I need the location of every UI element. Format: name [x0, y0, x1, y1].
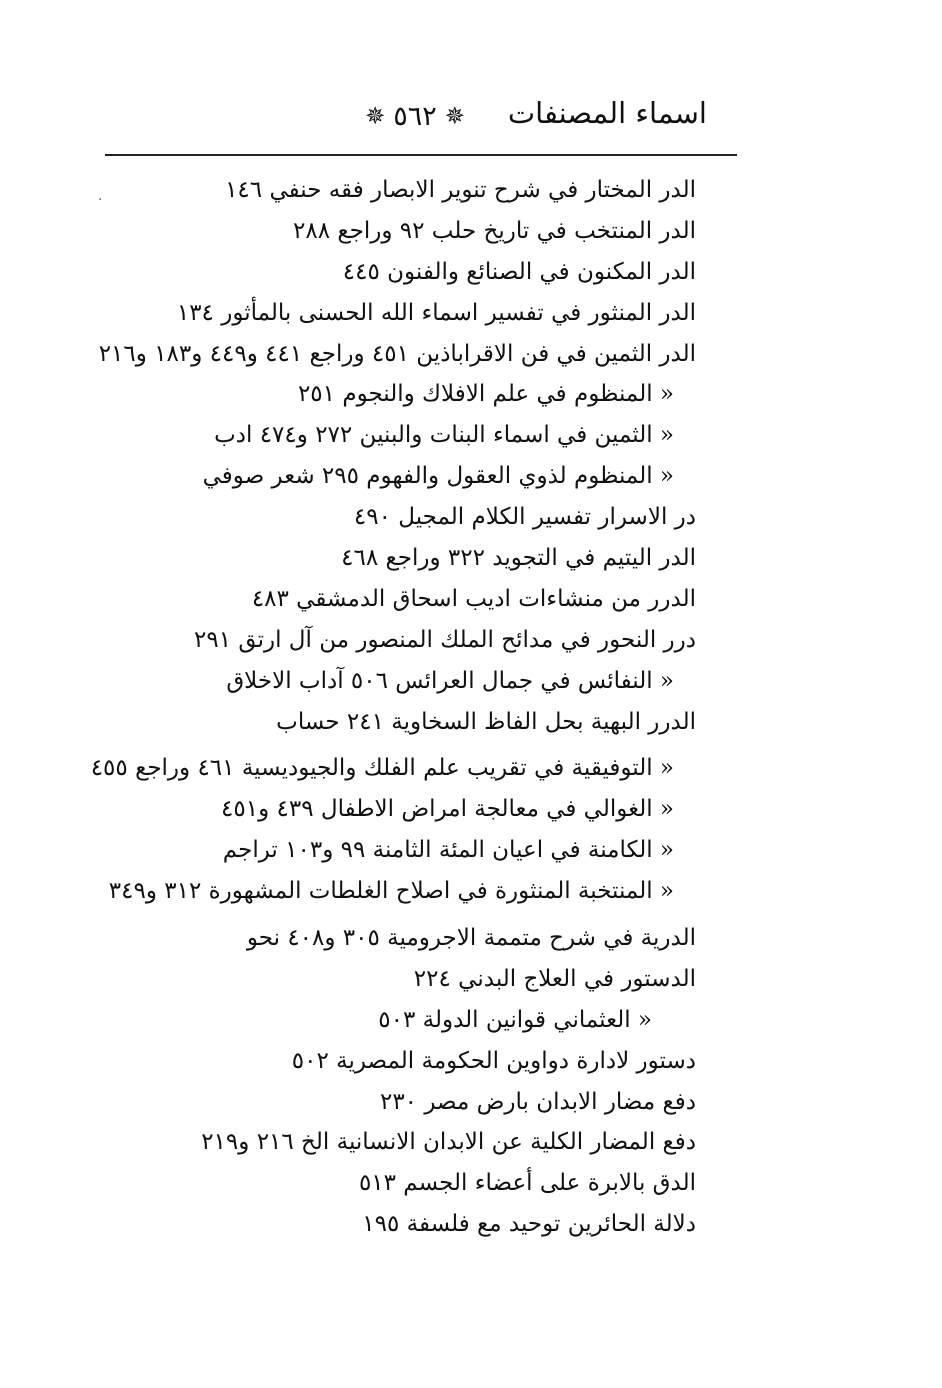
list-item: الدرية في شرح متممة الاجرومية ٣٠٥ و٤٠٨ نحو [246, 925, 696, 952]
list-item: « المنظوم في علم الافلاك والنجوم ٢٥١ [297, 381, 674, 408]
list-item: الدر اليتيم في التجويد ٣٢٢ وراجع ٤٦٨ [341, 545, 696, 572]
list-item: دلالة الحائرين توحيد مع فلسفة ١٩٥ [362, 1211, 696, 1238]
list-item: الدق بالابرة على أعضاء الجسم ٥١٣ [358, 1170, 696, 1197]
header-rule [105, 154, 737, 156]
list-item: در الاسرار تفسير الكلام المجيل ٤٩٠ [353, 504, 696, 531]
right-ornament-icon: ✵ [444, 102, 465, 130]
list-item: « التوفيقية في تقريب علم الفلك والجيوديسية ٤٦١ وراجع ٤٥٥ [90, 755, 674, 782]
list-item: دفع المضار الكلية عن الابدان الانسانية الخ ٢١٦ و٢١٩ [201, 1129, 696, 1156]
list-item: « النفائس في جمال العرائس ٥٠٦ آداب الاخلاق [226, 667, 674, 694]
list-item: الدستور في العلاج البدني ٢٢٤ [413, 965, 696, 992]
list-item: « الكامنة في اعيان المئة الثامنة ٩٩ و١٠٣ تراجم [222, 837, 674, 864]
list-item: الدرر من منشاءات اديب اسحاق الدمشقي ٤٨٣ [251, 585, 696, 612]
list-item: الدرر البهية بحل الفاظ السخاوية ٢٤١ حساب [276, 708, 696, 735]
page-number-group [355, 96, 475, 136]
page-header [105, 92, 735, 144]
list-item: الدر المنتخب في تاريخ حلب ٩٢ وراجع ٢٨٨ [293, 217, 696, 244]
ink-speck-icon: · [98, 192, 103, 208]
list-item: الدر المكنون في الصنائع والفنون ٤٤٥ [342, 258, 696, 285]
list-item: الدر المختار في شرح تنوير الابصار فقه حنفي ١٤٦ [225, 177, 696, 203]
list-item: « المنتخبة المنثورة في اصلاح الغلطات المشهورة ٣١٢ و٣٤٩ [108, 878, 674, 905]
list-item: « المنظوم لذوي العقول والفهوم ٢٩٥ شعر صوفي [202, 463, 674, 490]
list-item: دفع مضار الابدان بارض مصر ٢٣٠ [379, 1088, 696, 1115]
running-title: اسماء المصنفات [507, 96, 707, 130]
list-item: « العثماني قوانين الدولة ٥٠٣ [378, 1006, 652, 1033]
list-item: دستور لادارة دواوين الحكومة المصرية ٥٠٢ [291, 1047, 696, 1074]
left-ornament-icon: ✵ [365, 102, 386, 130]
list-item: الدر الثمين في فن الاقراباذين ٤٥١ وراجع ٤٤١ و٤٤٩ و١٨٣ و٢١٦ [98, 340, 696, 367]
page-number: ٥٦٢ [393, 100, 437, 132]
list-item: « الثمين في اسماء البنات والبنين ٢٧٢ و٤٧٤ ادب [214, 422, 674, 449]
list-item: « الغوالي في معالجة امراض الاطفال ٤٣٩ و٤٥١ [221, 796, 674, 823]
list-item: الدر المنثور في تفسير اسماء الله الحسنى بالمأثور ١٣٤ [176, 299, 696, 326]
list-item: درر النحور في مدائح الملك المنصور من آل ارتق ٢٩١ [194, 626, 696, 653]
entries-list [90, 170, 696, 1245]
